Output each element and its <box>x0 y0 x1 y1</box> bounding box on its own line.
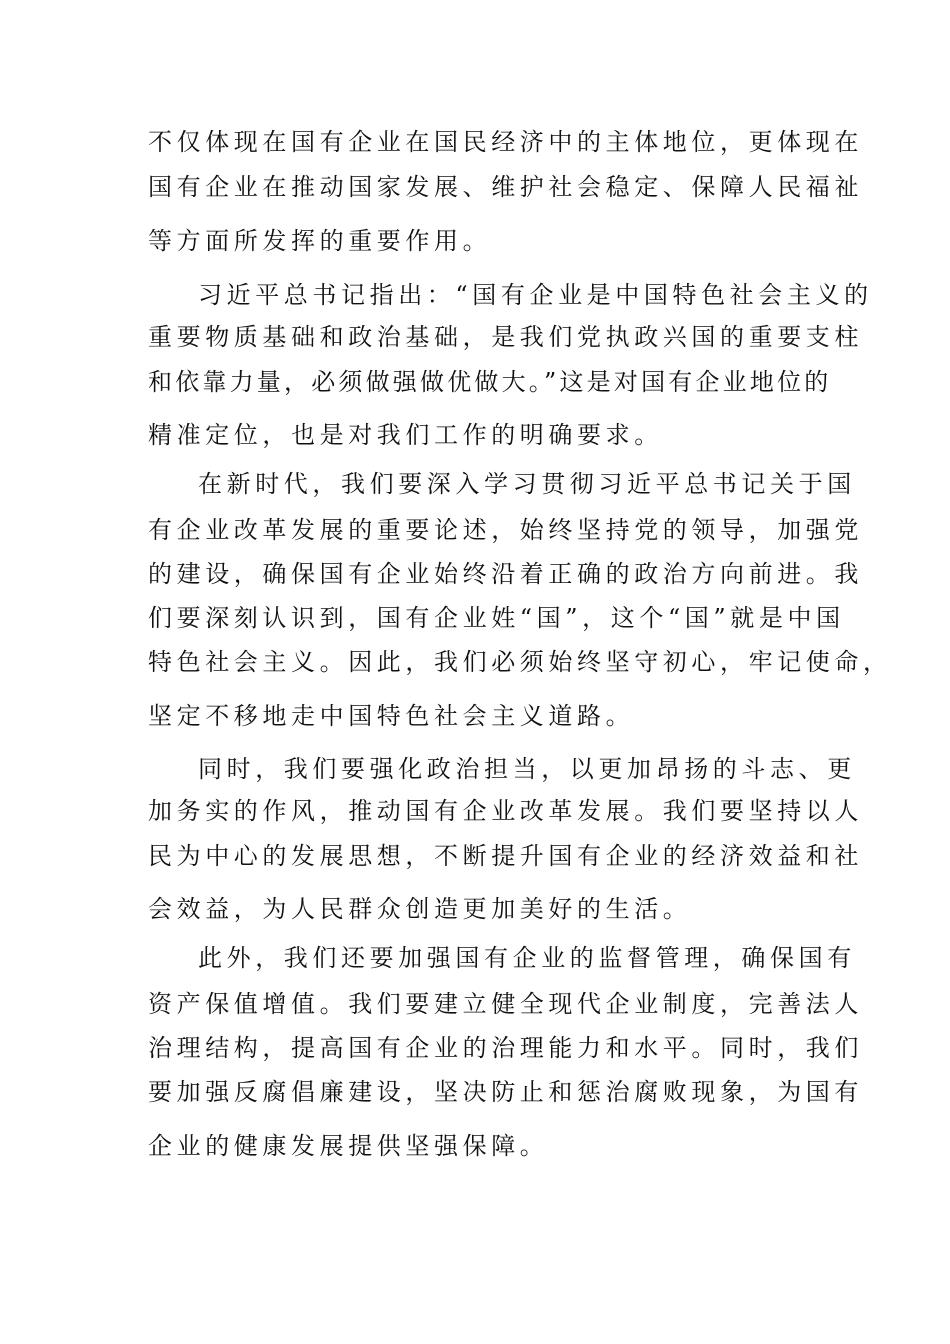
text-line-19: 资产保值增值。我们要建立健全现代企业制度，完善法人 <box>148 990 863 1018</box>
text-line-8: 在新时代，我们要深入学习贯彻习近平总书记关于国 <box>198 470 856 498</box>
text-line-2: 国有企业在推动国家发展、维护社会稳定、保障人民福祉 <box>148 173 863 201</box>
text-line-16: 民为中心的发展思想，不断提升国有企业的经济效益和社 <box>148 842 863 870</box>
text-line-20: 治理结构，提高国有企业的治理能力和水平。同时，我们 <box>148 1034 863 1062</box>
text-line-21: 要加强反腐倡廉建设，坚决防止和惩治腐败现象，为国有 <box>148 1078 863 1106</box>
text-line-22: 企业的健康发展提供坚强保障。 <box>148 1132 549 1160</box>
text-line-12: 特色社会主义。因此，我们必须始终坚守初心，牢记使命， <box>148 648 892 676</box>
text-line-14: 同时，我们要强化政治担当，以更加昂扬的斗志、更 <box>198 755 856 783</box>
text-line-17: 会效益，为人民群众创造更加美好的生活。 <box>148 895 692 923</box>
text-line-11: 们要深刻认识到，国有企业姓“国”，这个“国”就是中国 <box>148 604 845 632</box>
text-line-4: 习近平总书记指出：“国有企业是中国特色社会主义的 <box>198 281 873 309</box>
text-line-1: 不仅体现在国有企业在国民经济中的主体地位，更体现在 <box>148 128 863 156</box>
text-line-10: 的建设，确保国有企业始终沿着正确的政治方向前进。我 <box>148 560 863 588</box>
text-line-3: 等方面所发挥的重要作用。 <box>148 227 492 255</box>
text-line-9: 有企业改革发展的重要论述，始终坚持党的领导，加强党 <box>148 516 863 544</box>
text-line-5: 重要物质基础和政治基础，是我们党执政兴国的重要支柱 <box>148 323 863 351</box>
text-line-18: 此外，我们还要加强国有企业的监督管理，确保国有 <box>198 944 856 972</box>
text-line-15: 加务实的作风，推动国有企业改革发展。我们要坚持以人 <box>148 797 863 825</box>
text-line-7: 精准定位，也是对我们工作的明确要求。 <box>148 421 663 449</box>
text-line-6: 和依靠力量，必须做强做优做大。”这是对国有企业地位的 <box>148 368 832 396</box>
text-line-13: 坚定不移地走中国特色社会主义道路。 <box>148 702 635 730</box>
